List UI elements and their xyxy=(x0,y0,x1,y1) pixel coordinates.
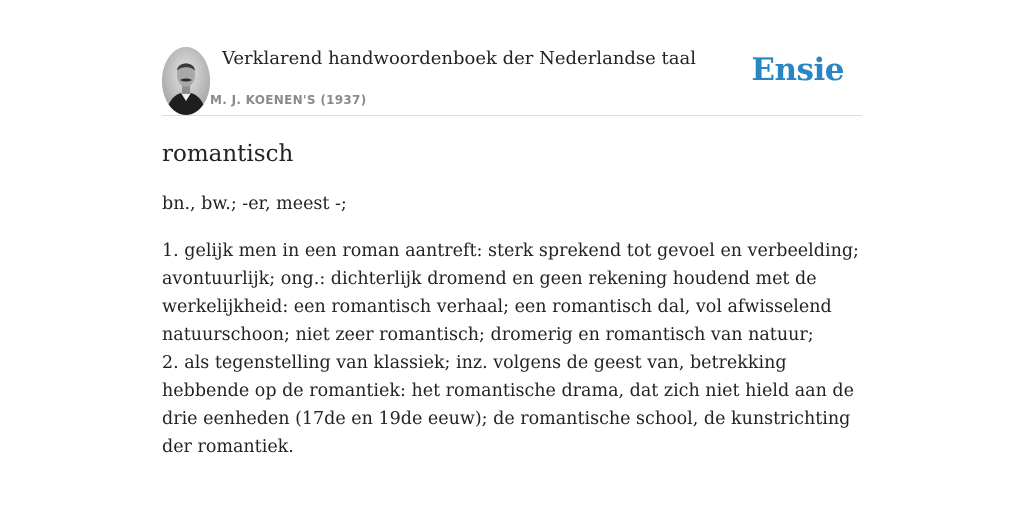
sense-1: 1. gelijk men in een roman aantreft: sterk sprekend tot gevoel en verbeelding; avontuurlijk; ong.: dichterlijk dromend en geen rekening houdend met de werkelijkheid: een romantisch verhaal; een romantisch dal, vol afwisselend natuurschoon; niet zeer romantisch; dromerig en romantisch van natuur; xyxy=(162,241,859,345)
headword: romantisch xyxy=(162,141,294,167)
dictionary-entry xyxy=(162,138,867,461)
dictionary-header xyxy=(162,46,862,116)
dictionary-title: Verklarend handwoordenboek der Nederlandse taal xyxy=(222,48,696,69)
sense-2: 2. als tegenstelling van klassiek; inz. volgens de geest van, betrekking hebbende op de romantiek: het romantische drama, dat zich niet hield aan de drie eenheden (17de en 19de eeuw); de romantische school, de kunstrichting der romantiek. xyxy=(162,353,854,457)
ensie-logo-link[interactable]: Ensie xyxy=(751,52,844,88)
author-portrait-icon xyxy=(162,47,210,115)
dictionary-subtitle: M. J. KOENEN'S (1937) xyxy=(210,93,367,107)
grammar-info: bn., bw.; -er, meest -; xyxy=(162,194,347,214)
definition xyxy=(162,237,867,461)
